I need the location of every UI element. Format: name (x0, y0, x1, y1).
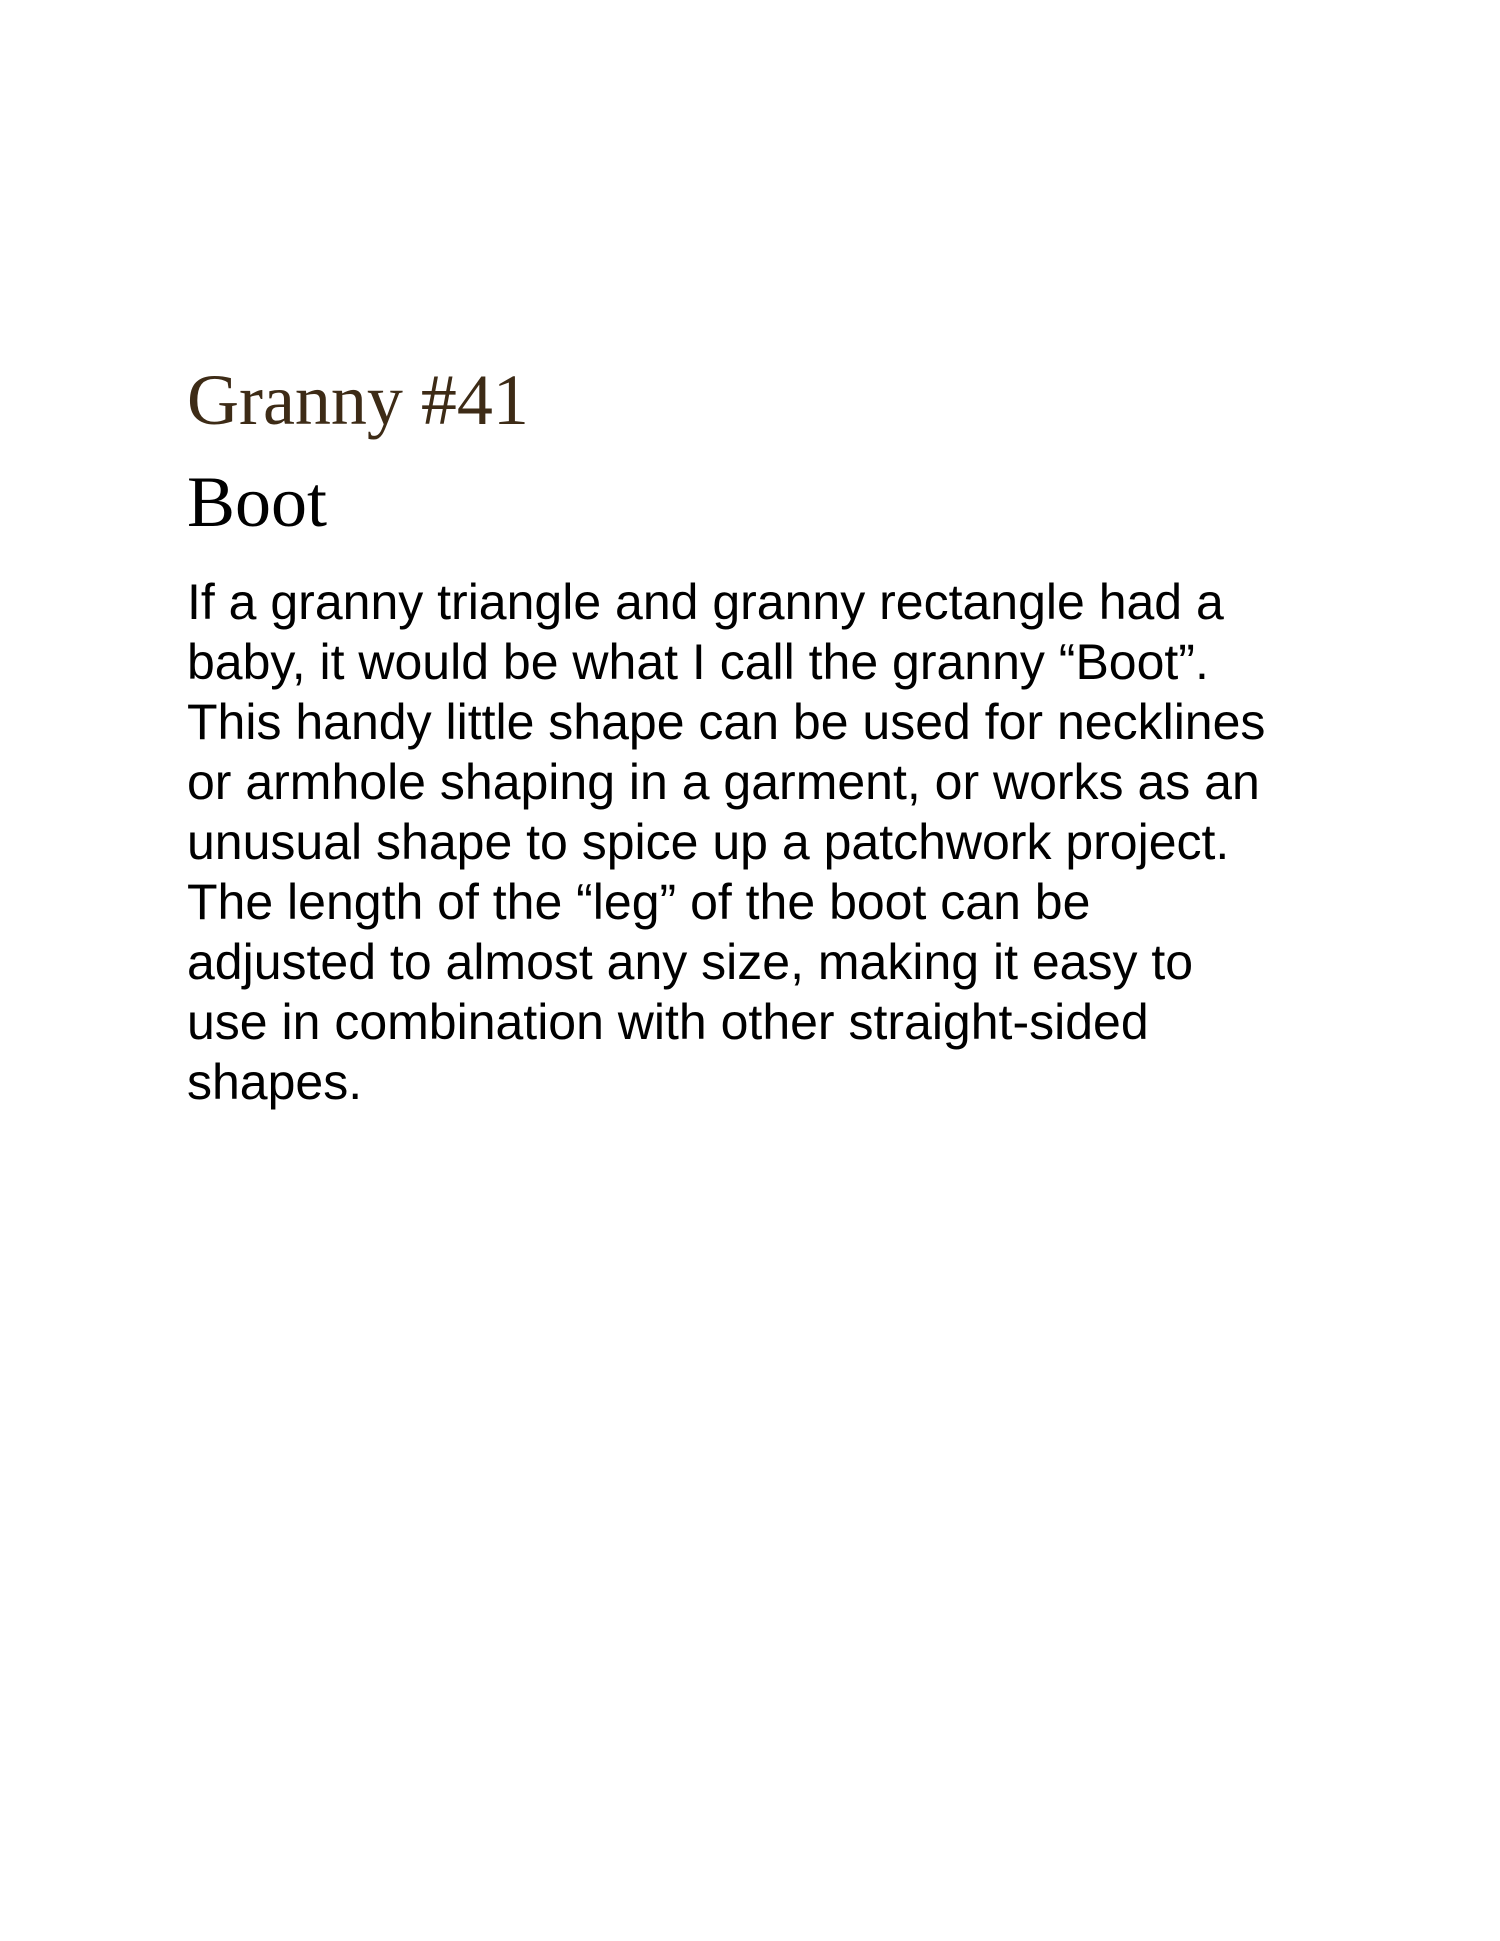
body-line: or armhole shaping in a garment, or works as an (187, 754, 1260, 810)
body-line: unusual shape to spice up a patchwork project. (187, 814, 1230, 870)
body-line: shapes. (187, 1054, 363, 1110)
body-line: baby, it would be what I call the granny “Boot”. (187, 634, 1209, 690)
body-line: The length of the “leg” of the boot can be (187, 874, 1091, 930)
body-line: If a granny triangle and granny rectangle had a (187, 574, 1224, 630)
body-line: adjusted to almost any size, making it easy to (187, 934, 1194, 990)
body-paragraph (187, 572, 1337, 1112)
page-subtitle: Boot (187, 462, 328, 542)
body-line: This handy little shape can be used for necklines (187, 694, 1266, 750)
page-content (187, 360, 1337, 1112)
page-title: Granny #41 (187, 360, 529, 440)
body-line: use in combination with other straight-sided (187, 994, 1149, 1050)
